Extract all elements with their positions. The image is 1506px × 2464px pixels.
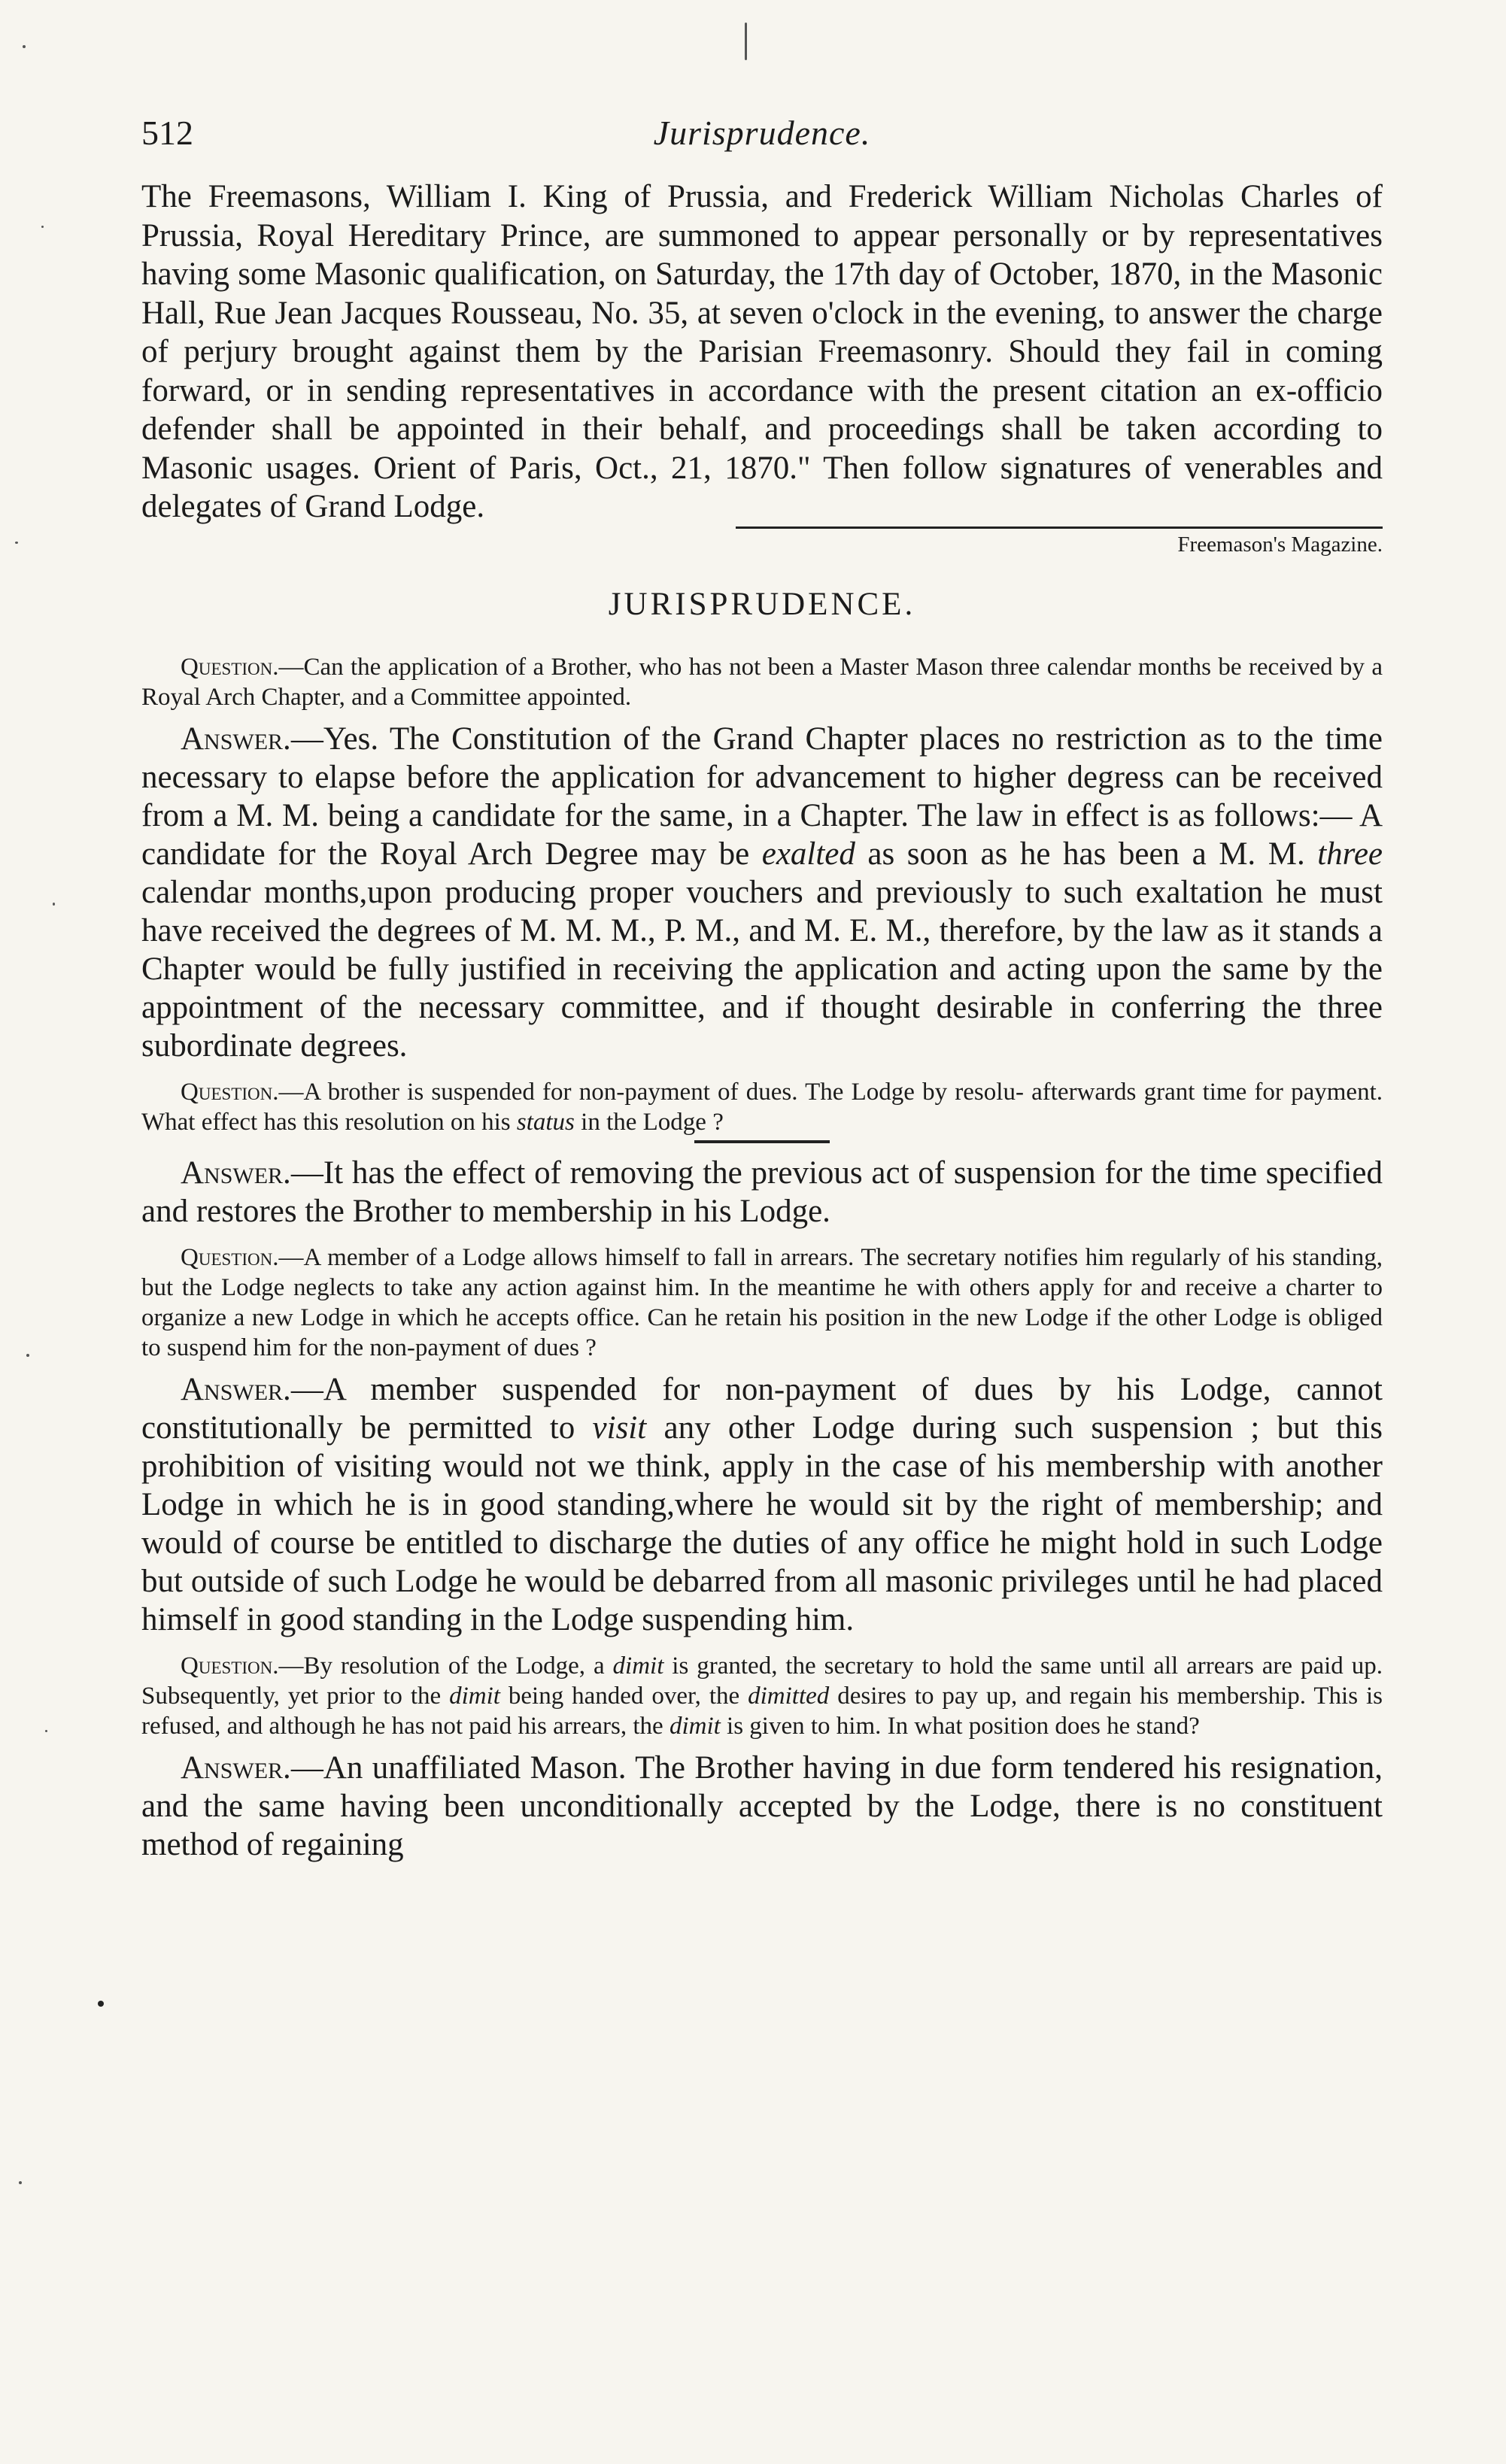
question-3: Question.—A member of a Lodge allows himself to fall in arrears. The secretary notifies him regularly of his standing, but the Lodge neglects to take any action against him. In the meantime he with others apply for and receive a charter to organize a new Lodge in which he accepts office. Can he retain his position in the new Lodge if the other Lodge is obliged to suspend him for the non-payment of dues ? <box>141 1243 1383 1361</box>
answer-1: Answer.—Yes. The Constitution of the Grand Chapter places no restriction as to the time necessary to elapse before the application for advancement to higher degress can be received from a M. M. being a candidate for the same, in a Chapter. The law in effect is as follows:— A candidate for the Royal Arch Degree may be exalted as soon as he has been a M. M. three calendar months,upon producing proper vouchers and previously to such exaltation he must have received the degrees of M. M. M., P. M., and M. E. M., therefore, by the law as it stands a Chapter would be fully justified in receiving the application and acting upon the same by the appointment of the necessary committee, and if thought desirable in conferring the three subordinate degrees. <box>141 721 1383 1064</box>
scan-speck <box>45 1730 47 1732</box>
answer-3: Answer.—A member suspended for non-payment of dues by his Lodge, cannot constitutionally be permitted to visit any other Lodge during such suspension ; but this prohibition of visiting would not we think, apply in the case of his membership with another Lodge in which he is in good standing,where he would sit by the right of membership; and would of course be entitled to discharge the duties of any office he might hold in such Lodge but outside of such Lodge he would be debarred from all masonic privileges until he had placed himself in good standing in the Lodge suspending him. <box>141 1371 1383 1637</box>
scan-speck <box>23 45 26 48</box>
question-4: Question.—By resolution of the Lodge, a dimit is granted, the secretary to hold the same until all arrears are paid up. Subsequently, yet prior to the dimit being handed over, the dimitted desires to pay up, and regain his membership. This is refused, and although he has not paid his arrears, the dimit is given to him. In what position does he stand? <box>141 1652 1383 1740</box>
question-2: Question.—A brother is suspended for non-payment of dues. The Lodge by resolu- afterwards grant time for payment. What effect has this resolution on his status in the Lodge ? <box>141 1078 1383 1136</box>
scan-speck <box>745 23 747 60</box>
source-attribution: Freemason's Magazine. <box>736 526 1383 559</box>
separator-rule <box>694 1140 830 1143</box>
question-1: Question.—Can the application of a Brother, who has not been a Master Mason three calendar months be received by a Royal Arch Chapter, and a Committee appointed. <box>141 653 1383 711</box>
answer-label: Answer. <box>181 1155 291 1191</box>
answer-label: Answer. <box>181 721 291 757</box>
question-label: Question. <box>181 1652 279 1680</box>
scan-speck <box>98 2001 104 2007</box>
scan-speck <box>53 903 55 906</box>
scan-speck <box>15 542 18 544</box>
page-number: 512 <box>141 114 193 152</box>
running-head: Jurisprudence. <box>653 114 871 152</box>
scan-speck <box>26 1354 29 1357</box>
answer-4: Answer.—An unaffiliated Mason. The Brother having in due form tendered his resignation, and the same having been unconditionally accepted by the Lodge, there is no constituent method of regaining <box>141 1749 1383 1862</box>
question-label: Question. <box>181 1078 279 1106</box>
answer-label: Answer. <box>181 1749 291 1786</box>
intro-paragraph: The Freemasons, William I. King of Prussia, and Frederick William Nicholas Charles of Prussia, Royal Hereditary Prince, are summoned to appear personally or by representatives having some Masonic qualification, on Saturday, the 17th day of October, 1870, in the Masonic Hall, Rue Jean Jacques Rousseau, No. 35, at seven o'clock in the evening, to answer the charge of perjury brought against them by the Parisian Freemasonry. Should they fail in coming forward, or in sending representatives in accordance with the present citation an ex-officio defender shall be appointed in their behalf, and proceedings shall be taken according to Masonic usages. Orient of Paris, Oct., 21, 1870." Then follow signatures of venerables and delegates of Grand Lodge. <box>141 179 1383 524</box>
answer-2: Answer.—It has the effect of removing the previous act of suspension for the time specified and restores the Brother to membership in his Lodge. <box>141 1155 1383 1229</box>
question-label: Question. <box>181 1243 279 1271</box>
answer-label: Answer. <box>181 1371 291 1407</box>
page-header <box>141 113 1383 165</box>
scan-speck <box>41 226 44 228</box>
section-title: JURISPRUDENCE. <box>608 586 916 622</box>
scan-speck <box>19 2181 22 2184</box>
question-label: Question. <box>181 653 279 681</box>
page-body <box>141 178 1383 1864</box>
